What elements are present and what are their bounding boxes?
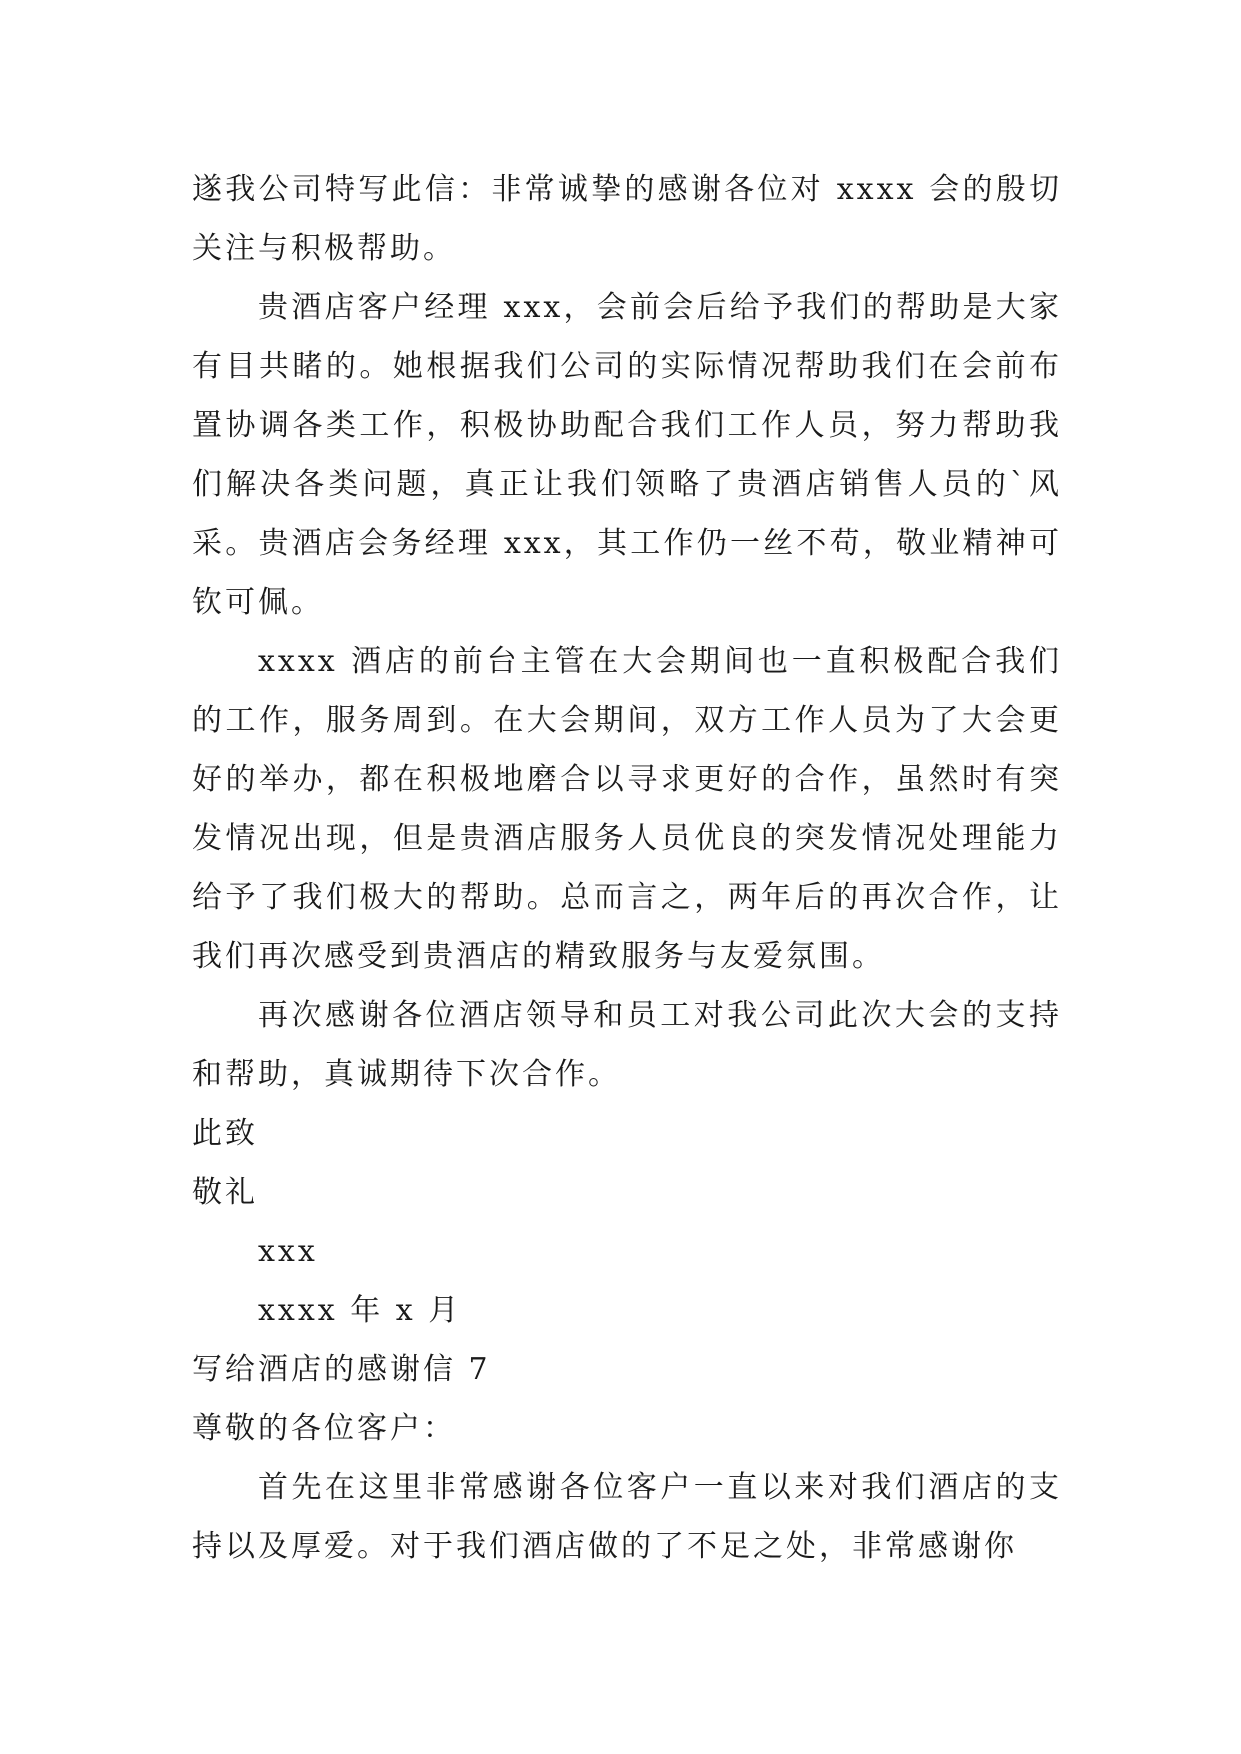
signature-date: xxxx 年 x 月	[258, 1293, 462, 1328]
signature-name: xxx	[258, 1234, 318, 1269]
paragraph-front-desk: xxxx 酒店的前台主管在大会期间也一直积极配合我们的工作，服务周到。在大会期间，双方工作人员为了大会更好的举办，都在积极地磨合以寻求更好的合作，虽然时有突发情况出现，但是贵酒店服务人员优良的突发情况处理能力给予了我们极大的帮助。总而言之，两年后的再次合作，让我们再次感受到贵酒店的精致服务与友爱氛围。	[192, 644, 1062, 974]
next-paragraph: 首先在这里非常感谢各位客户一直以来对我们酒店的支持以及厚爱。对于我们酒店做的了不足之处，非常感谢你	[192, 1470, 1062, 1564]
closing-cizhi: 此致	[192, 1116, 258, 1151]
next-salutation: 尊敬的各位客户：	[192, 1411, 456, 1446]
paragraph-account-manager: 贵酒店客户经理 xxx，会前会后给予我们的帮助是大家有目共睹的。她根据我们公司的实际情况帮助我们在会前布置协调各类工作，积极协助配合我们工作人员，努力帮助我们解决各类问题，真正让我们领略了贵酒店销售人员的`风采。贵酒店会务经理 xxx，其工作仍一丝不苟，敬业精神可钦可佩。	[192, 290, 1062, 620]
paragraph-thanks-again: 再次感谢各位酒店领导和员工对我公司此次大会的支持和帮助，真诚期待下次合作。	[192, 998, 1062, 1092]
closing-jingli: 敬礼	[192, 1175, 258, 1210]
letter-body	[192, 160, 1062, 1576]
paragraph-continued: 遂我公司特写此信：非常诚挚的感谢各位对 xxxx 会的殷切关注与积极帮助。	[192, 172, 1062, 266]
next-letter-title: 写给酒店的感谢信 7	[192, 1352, 491, 1387]
